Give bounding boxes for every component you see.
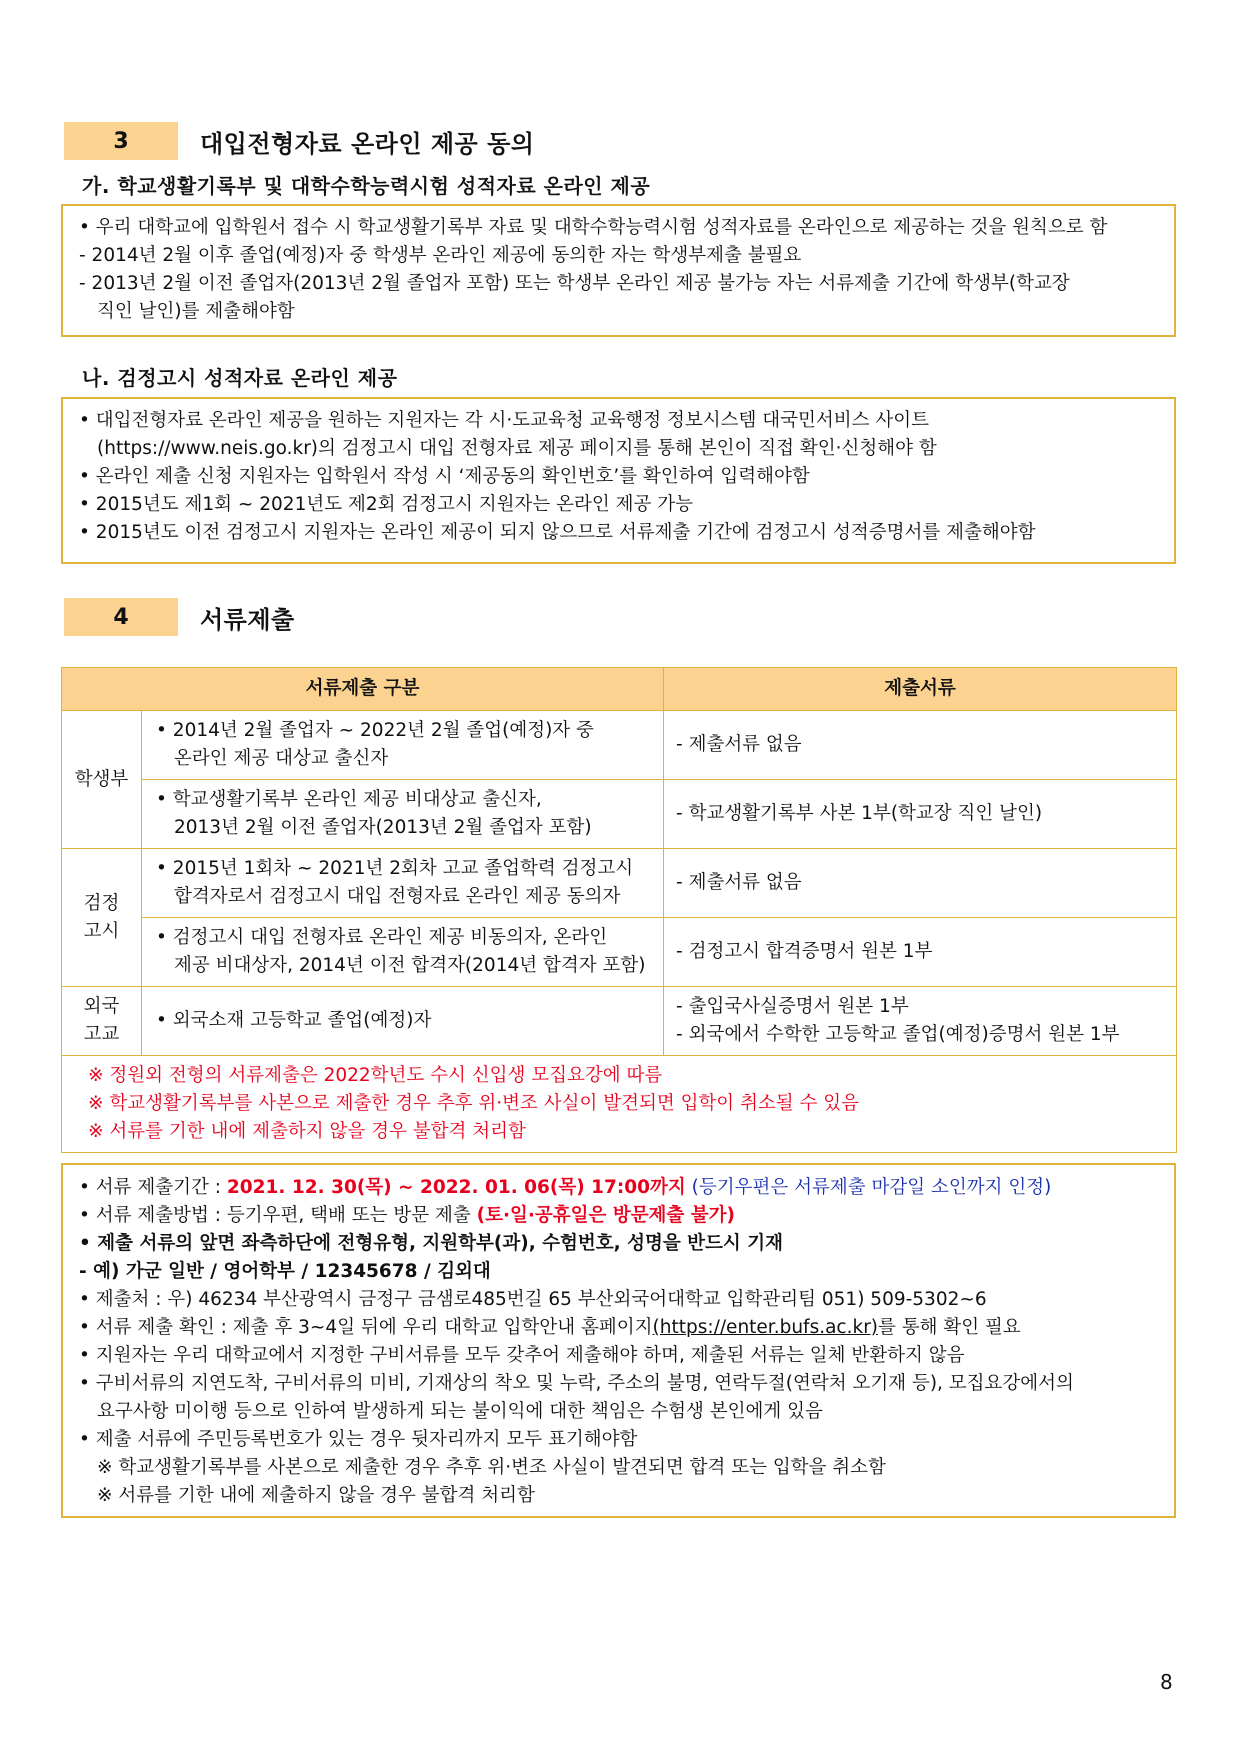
list-item: ※ 서류를 기한 내에 제출하지 않을 경우 불합격 처리함	[97, 1485, 535, 1506]
list-item: ※ 학교생활기록부를 사본으로 제출한 경우 추후 위·변조 사실이 발견되면 합격 또는 입학을 취소함	[97, 1457, 886, 1478]
subsection-title-a: 가. 학교생활기록부 및 대학수학능력시험 성적자료 온라인 제공	[82, 174, 651, 198]
note: ※ 정원외 전형의 서류제출은 2022학년도 수시 신입생 모집요강에 따름	[88, 1065, 663, 1086]
subsection-title-b: 나. 검정고시 성적자료 온라인 제공	[82, 366, 398, 390]
condition-cell: • 검정고시 대입 전형자료 온라인 제공 비동의자, 온라인 제공 비대상자, 2014년 이전 합격자(2014년 합격자 포함)	[142, 918, 664, 987]
list-item: 요구사항 미이행 등으로 인하여 발생하게 되는 불이익에 대한 책임은 수험생 본인에게 있음	[97, 1401, 823, 1422]
document-cell: - 검정고시 합격증명서 원본 1부	[664, 918, 1177, 987]
table-row	[62, 780, 1177, 849]
list-item: • 지원자는 우리 대학교에서 지정한 구비서류를 모두 갖추어 제출해야 하며, 제출된 서류는 일체 반환하지 않음	[79, 1345, 965, 1366]
table-notes	[62, 1056, 1177, 1153]
documents-table	[61, 667, 1177, 1153]
table-row	[62, 987, 1177, 1056]
enter-bufs-link[interactable]: (https://enter.bufs.ac.kr)	[652, 1317, 879, 1338]
category-cell: 검정 고시	[62, 849, 142, 987]
condition-cell: • 2014년 2월 졸업자 ~ 2022년 2월 졸업(예정)자 중 온라인 제공 대상교 출신자	[142, 711, 664, 780]
section-4-header	[64, 598, 295, 636]
csat-record-box	[61, 204, 1176, 337]
page-number: 8	[1160, 1670, 1173, 1694]
note: ※ 서류를 기한 내에 제출하지 않을 경우 불합격 처리함	[88, 1121, 526, 1142]
column-header: 서류제출 구분	[62, 668, 664, 711]
category-cell: 학생부	[62, 711, 142, 849]
submission-info-box	[61, 1163, 1176, 1518]
table-row	[62, 849, 1177, 918]
list-item: - 2013년 2월 이전 졸업자(2013년 2월 졸업자 포함) 또는 학생부 온라인 제공 불가능 자는 서류제출 기간에 학생부(학교장	[79, 273, 1070, 294]
list-item: • 2015년도 제1회 ~ 2021년도 제2회 검정고시 지원자는 온라인 제공 가능	[79, 494, 693, 515]
list-item: • 온라인 제출 신청 지원자는 입학원서 작성 시 ‘제공동의 확인번호’를 확인하여 입력해야함	[79, 466, 810, 487]
marking-example: - 예) 가군 일반 / 영어학부 / 12345678 / 김외대	[79, 1261, 491, 1282]
list-item: • 구비서류의 지연도착, 구비서류의 미비, 기재상의 착오 및 누락, 주소의 불명, 연락두절(연락처 오기재 등), 모집요강에서의	[79, 1373, 1074, 1394]
table-row	[62, 918, 1177, 987]
neis-link[interactable]: (https://www.neis.go.kr)	[97, 438, 319, 459]
list-item: • 우리 대학교에 입학원서 접수 시 학교생활기록부 자료 및 대학수학능력시험 성적자료를 온라인으로 제공하는 것을 원칙으로 함	[79, 217, 1108, 238]
section-number: 3	[64, 122, 178, 160]
condition-cell: • 외국소재 고등학교 졸업(예정)자	[142, 987, 664, 1056]
document-cell: - 제출서류 없음	[664, 849, 1177, 918]
condition-cell: • 2015년 1회차 ~ 2021년 2회차 고교 졸업학력 검정고시 합격자로서 검정고시 대입 전형자료 온라인 제공 동의자	[142, 849, 664, 918]
submission-period: • 서류 제출기간 : 2021. 12. 30(목) ~ 2022. 01. 06(목) 17:00까지 (등기우편은 서류제출 마감일 소인까지 인정)	[79, 1177, 1052, 1198]
list-item: 직인 날인)를 제출해야함	[97, 301, 295, 322]
section-title: 대입전형자료 온라인 제공 동의	[200, 129, 535, 158]
submission-method: • 서류 제출방법 : 등기우편, 택배 또는 방문 제출 (토·일·공휴일은 방문제출 불가)	[79, 1205, 735, 1226]
document-cell: - 제출서류 없음	[664, 711, 1177, 780]
section-number: 4	[64, 598, 178, 636]
list-item: • 2015년도 이전 검정고시 지원자는 온라인 제공이 되지 않으므로 서류제출 기간에 검정고시 성적증명서를 제출해야함	[79, 522, 1036, 543]
condition-cell: • 학교생활기록부 온라인 제공 비대상교 출신자, 2013년 2월 이전 졸업자(2013년 2월 졸업자 포함)	[142, 780, 664, 849]
document-cell: - 학교생활기록부 사본 1부(학교장 직인 날인)	[664, 780, 1177, 849]
column-header: 제출서류	[664, 668, 1177, 711]
marking-instruction: • 제출 서류의 앞면 좌측하단에 전형유형, 지원학부(과), 수험번호, 성명을 반드시 기재	[79, 1233, 783, 1254]
list-item: - 2014년 2월 이후 졸업(예정)자 중 학생부 온라인 제공에 동의한 자는 학생부제출 불필요	[79, 245, 802, 266]
list-item: • 제출 서류에 주민등록번호가 있는 경우 뒷자리까지 모두 표기해야함	[79, 1429, 638, 1450]
table-notes-row	[62, 1056, 1177, 1153]
ged-record-box	[61, 397, 1176, 564]
section-title: 서류제출	[200, 605, 295, 634]
table-row	[62, 711, 1177, 780]
list-item: (https://www.neis.go.kr)의 검정고시 대입 전형자료 제공 페이지를 통해 본인이 직접 확인·신청해야 함	[97, 438, 937, 459]
submission-confirm: • 서류 제출 확인 : 제출 후 3~4일 뒤에 우리 대학교 입학안내 홈페이지(https://enter.bufs.ac.kr)를 통해 확인 필요	[79, 1317, 1021, 1338]
note: ※ 학교생활기록부를 사본으로 제출한 경우 추후 위·변조 사실이 발견되면 입학이 취소될 수 있음	[88, 1093, 860, 1114]
document-cell: - 출입국사실증명서 원본 1부 - 외국에서 수학한 고등학교 졸업(예정)증명서 원본 1부	[664, 987, 1177, 1056]
category-cell: 외국 고교	[62, 987, 142, 1056]
list-item: • 대입전형자료 온라인 제공을 원하는 지원자는 각 시·도교육청 교육행정 정보시스템 대국민서비스 사이트	[79, 410, 929, 431]
section-3-header	[64, 122, 534, 160]
table-header-row	[62, 668, 1177, 711]
submission-address: • 제출처 : 우) 46234 부산광역시 금정구 금샘로485번길 65 부산외국어대학교 입학관리팀 051) 509-5302~6	[79, 1289, 987, 1310]
